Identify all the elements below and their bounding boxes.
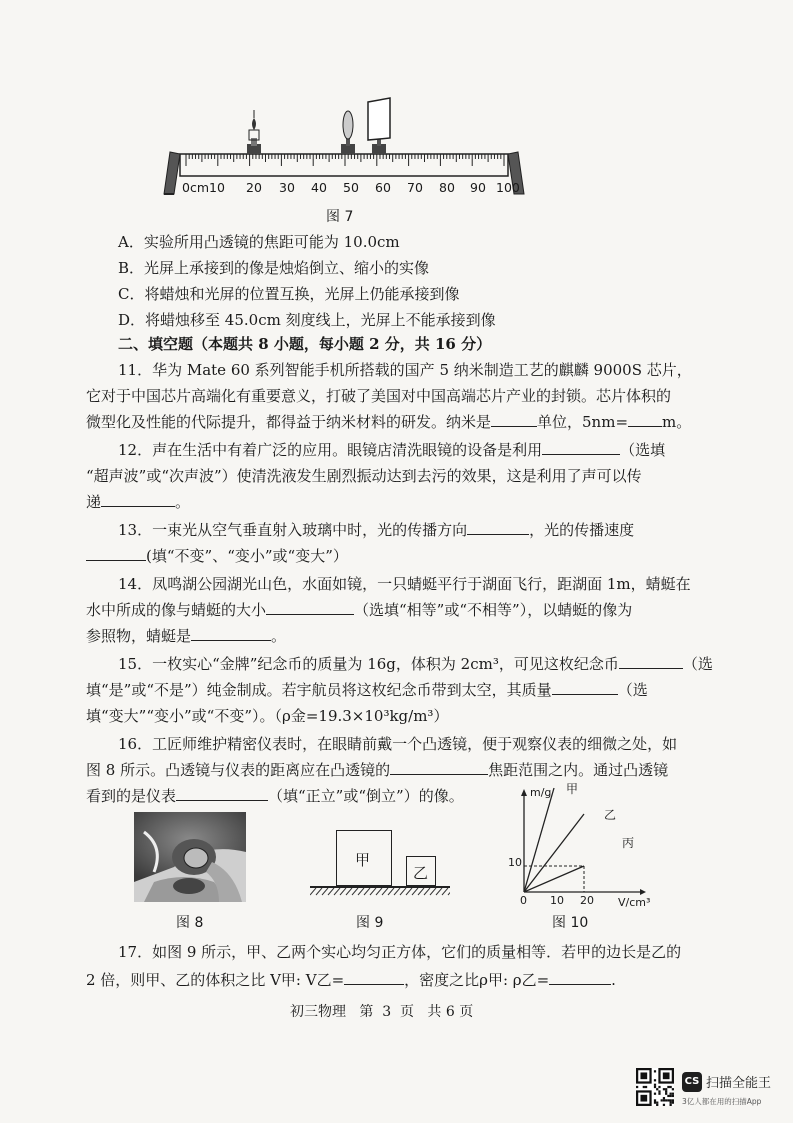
ground-hatch-mark: [382, 888, 388, 895]
q13-blank-1[interactable]: [467, 520, 529, 535]
qr-module: [643, 1086, 645, 1088]
figure-9-caption: 图 9: [356, 915, 384, 931]
qr-module: [672, 1088, 674, 1090]
ground-hatch-mark: [418, 888, 424, 895]
q16-text-a: 图 8 所示。凸透镜与仪表的距离应在凸透镜的: [86, 761, 391, 779]
qr-module: [663, 1088, 665, 1090]
ground-hatch-mark: [322, 888, 328, 895]
q12-text-d: 。: [175, 493, 191, 511]
qr-module: [670, 1104, 672, 1106]
series-label-jia: 甲: [566, 782, 579, 796]
y-axis-arrow: [521, 789, 527, 796]
ground-hatch-mark: [358, 888, 364, 895]
qr-module: [670, 1099, 672, 1101]
ruler-label-0: 0cm10: [182, 180, 225, 195]
q12-text-b: （选填: [620, 441, 666, 459]
q10-option-b: B．光屏上承接到的像是烛焰倒立、缩小的实像: [118, 259, 430, 277]
q12-blank-1[interactable]: [542, 440, 620, 455]
figure-10-caption: 图 10: [552, 915, 589, 931]
qr-module: [665, 1090, 667, 1092]
x-tick-0: 0: [520, 894, 527, 907]
qr-module: [663, 1099, 665, 1101]
qr-module: [636, 1086, 638, 1088]
ruler-label-80: 80: [439, 180, 455, 195]
ground-hatch-mark: [328, 888, 334, 895]
q10-option-c: C．将蜡烛和光屏的位置互换，光屏上仍能承接到像: [118, 285, 460, 303]
q17-blank-1[interactable]: [344, 970, 404, 985]
ruler-label-30: 30: [279, 180, 295, 195]
q11-line-1: 11．华为 Mate 60 系列智能手机所搭载的国产 5 纳米制造工艺的麒麟 9000S 芯片，: [118, 361, 692, 379]
ground-hatch: [310, 888, 450, 896]
q14-line-2: [86, 600, 632, 620]
cs-logo: [682, 1072, 702, 1092]
ground-hatch-mark: [406, 888, 412, 895]
ruler-label-100: 100: [496, 180, 520, 195]
qr-module: [654, 1093, 656, 1095]
q16-text-b: 焦距范围之内。通过凸透镜: [488, 761, 669, 779]
q15-text-b: （选: [682, 655, 713, 673]
q15-text-c: 填“是”或“不是”）纯金制成。若宇航员将这枚纪念币带到太空，其质量: [86, 681, 552, 699]
qr-module: [670, 1093, 672, 1095]
qr-module: [665, 1099, 667, 1101]
q16-text-d: （填“正立”或“倒立”）的像。: [268, 787, 464, 805]
qr-module: [654, 1070, 656, 1072]
qr-finder: [663, 1072, 670, 1079]
q14-line-1: 14．凤鸣湖公园湖光山色，水面如镜，一只蜻蜓平行于湖面飞行，距湖面 1m，蜻蜓在: [118, 575, 691, 593]
q15-line-3: 填“变大”“变小”或“不变”）。（ρ金=19.3×10³kg/m³）: [86, 707, 449, 725]
mass-volume-chart: [500, 784, 660, 908]
series-line-甲: [524, 788, 554, 892]
ground-hatch-mark: [430, 888, 436, 895]
qr-module: [654, 1099, 656, 1101]
qr-finder: [640, 1072, 647, 1079]
scanner-app-name: 扫描全能王: [706, 1076, 772, 1091]
section-2-title: 二、填空题（本题共 8 小题，每小题 2 分，共 16 分）: [118, 335, 492, 353]
qr-module: [665, 1093, 667, 1095]
qr-module: [663, 1097, 665, 1099]
x-axis-label: V/cm³: [618, 896, 651, 909]
figure-7-caption: 图 7: [326, 209, 354, 225]
ground-hatch-mark: [376, 888, 382, 895]
q15-blank-1[interactable]: [619, 654, 683, 669]
qr-module: [656, 1104, 658, 1106]
craftsman-with-lens-photo: [134, 812, 246, 902]
y-tick-10: 10: [508, 856, 522, 869]
q16-blank-2[interactable]: [176, 786, 268, 801]
qr-module: [672, 1102, 674, 1104]
q15-text-a: 15．一枚实心“金牌”纪念币的质量为 16g，体积为 2cm³，可见这枚纪念币: [118, 655, 619, 673]
q13-text-b: ，光的传播速度: [529, 521, 635, 539]
qr-module: [667, 1095, 669, 1097]
qr-module: [654, 1086, 656, 1088]
ground-hatch-mark: [400, 888, 406, 895]
q13-text-a: 13．一束光从空气垂直射入玻璃中时，光的传播方向: [118, 521, 468, 539]
ground-hatch-mark: [316, 888, 322, 895]
q12-text-a: 12．声在生活中有着广泛的应用。眼镜店清洗眼镜的设备是利用: [118, 441, 543, 459]
x-tick-20: 20: [580, 894, 594, 907]
ground-hatch-mark: [394, 888, 400, 895]
qr-module: [654, 1084, 656, 1086]
qr-module: [672, 1093, 674, 1095]
cube-yi: [406, 856, 436, 886]
ground-hatch-mark: [352, 888, 358, 895]
q16-line-3: [86, 786, 464, 806]
ruler-label-60: 60: [375, 180, 391, 195]
ruler-label-90: 90: [470, 180, 486, 195]
q15-line-1: [118, 654, 713, 674]
q17-line-1: 17．如图 9 所示，甲、乙两个实心均匀正方体，它们的质量相等．若甲的边长是乙的: [118, 943, 682, 961]
qr-module: [667, 1086, 669, 1088]
series-line-丙: [524, 866, 584, 892]
q17-text-a: 2 倍，则甲、乙的体积之比 V甲: V乙=: [86, 971, 345, 989]
series-label-bing: 丙: [622, 836, 635, 850]
q11-text-b: 单位，5nm=: [537, 413, 629, 431]
ground-hatch-mark: [424, 888, 430, 895]
q12-line-2: “超声波”或“次声波”）使清洗液发生剧烈振动达到去污的效果，这是利用了声可以传: [86, 467, 642, 485]
series-label-yi: 乙: [604, 808, 617, 822]
qr-module: [645, 1086, 647, 1088]
figure-10: [500, 784, 660, 908]
q17-blank-2[interactable]: [549, 970, 611, 985]
ground-hatch-mark: [310, 888, 316, 895]
qr-module: [665, 1088, 667, 1090]
ground-hatch-mark: [346, 888, 352, 895]
figure-9: [306, 826, 456, 896]
q14-text-c: 参照物，蜻蜓是: [86, 627, 192, 645]
q13-line-2: [86, 546, 348, 566]
q11-blank-1[interactable]: [491, 412, 537, 427]
qr-module: [670, 1086, 672, 1088]
q14-blank-2[interactable]: [191, 626, 271, 641]
scanner-watermark: [636, 1066, 786, 1110]
x-axis-arrow: [640, 889, 646, 895]
y-axis-label: m/g: [530, 786, 552, 799]
qr-module: [661, 1099, 663, 1101]
q13-line-1: [118, 520, 634, 540]
q10-option-d: D．将蜡烛移至 45.0cm 刻度线上，光屏上不能承接到像: [118, 311, 496, 329]
figure-8-photo: [134, 812, 246, 902]
ground-hatch-mark: [436, 888, 442, 895]
q16-line-2: [86, 760, 668, 780]
ground-hatch-mark: [334, 888, 340, 895]
ruler-label-70: 70: [407, 180, 423, 195]
ground-hatch-mark: [370, 888, 376, 895]
q17-text-c: .: [611, 971, 616, 989]
q11-text-a: 微型化及性能的代际提升，都得益于纳米材料的研发。纳米是: [86, 413, 492, 431]
qr-module: [672, 1099, 674, 1101]
q11-blank-2[interactable]: [628, 412, 662, 427]
ground-hatch-mark: [340, 888, 346, 895]
ruler-label-40: 40: [311, 180, 327, 195]
ground-hatch-mark: [412, 888, 418, 895]
ground-hatch-mark: [448, 888, 450, 895]
q11-text-c: m。: [662, 413, 692, 431]
q14-line-3: [86, 626, 286, 646]
series-line-乙: [524, 814, 584, 892]
qr-module: [670, 1102, 672, 1104]
q16-line-1: 16．工匠师维护精密仪表时，在眼睛前戴一个凸透镜，便于观察仪表的细微之处，如: [118, 735, 678, 753]
page-footer: 初三物理 第 3 页 共 6 页: [290, 1004, 474, 1020]
q13-text-c: (填“不变”、“变小”或“变大”）: [146, 547, 348, 565]
scanner-app-tagline: 3亿人都在用的扫描App: [682, 1097, 762, 1106]
ruler-label-50: 50: [343, 180, 359, 195]
qr-module: [658, 1093, 660, 1095]
q17-text-b: ，密度之比ρ甲: ρ乙=: [404, 971, 550, 989]
qr-module: [670, 1095, 672, 1097]
qr-module: [663, 1104, 665, 1106]
qr-module: [658, 1086, 660, 1088]
q11-line-2: 它对于中国芯片高端化有重要意义，打破了美国对中国高端芯片产业的封锁。芯片体积的: [86, 387, 672, 405]
q14-blank-1[interactable]: [266, 600, 354, 615]
q14-text-a: 水中所成的像与蜻蜓的大小: [86, 601, 267, 619]
q13-blank-2[interactable]: [86, 546, 146, 561]
qr-module: [654, 1079, 656, 1081]
cube-jia: [336, 830, 392, 886]
figure-7: [150, 92, 530, 212]
q15-text-d: （选: [617, 681, 648, 699]
q16-text-c: 看到的是仪表: [86, 787, 177, 805]
cube-jia-label: 甲: [355, 851, 371, 869]
q17-line-2: [86, 970, 616, 990]
qr-module: [654, 1102, 656, 1104]
q11-line-3: [86, 412, 691, 432]
q12-line-1: [118, 440, 665, 460]
ground-hatch-mark: [442, 888, 448, 895]
qr-finder: [640, 1095, 647, 1102]
q16-blank-1[interactable]: [390, 760, 488, 775]
q15-blank-2[interactable]: [552, 680, 618, 695]
ground-hatch-mark: [364, 888, 370, 895]
qr-module: [656, 1102, 658, 1104]
qr-code-icon: [636, 1068, 674, 1106]
ruler-label-20: 20: [246, 180, 262, 195]
q14-text-b: （选填“相等”或“不相等”），以蜻蜓的像为: [354, 601, 633, 619]
qr-module: [658, 1090, 660, 1092]
q12-blank-2[interactable]: [101, 492, 175, 507]
cs-logo-text: CS: [684, 1076, 700, 1087]
q14-text-d: 。: [271, 627, 287, 645]
q10-option-a: A．实验所用凸透镜的焦距可能为 10.0cm: [118, 233, 400, 251]
figure-8-caption: 图 8: [176, 915, 204, 931]
ground-hatch-mark: [388, 888, 394, 895]
q15-line-2: [86, 680, 648, 700]
qr-module: [672, 1095, 674, 1097]
cube-yi-label: 乙: [413, 864, 429, 882]
q12-text-c: 递: [86, 493, 102, 511]
qr-module: [667, 1099, 669, 1101]
x-tick-10: 10: [550, 894, 564, 907]
qr-module: [656, 1088, 658, 1090]
q12-line-3: [86, 492, 190, 512]
